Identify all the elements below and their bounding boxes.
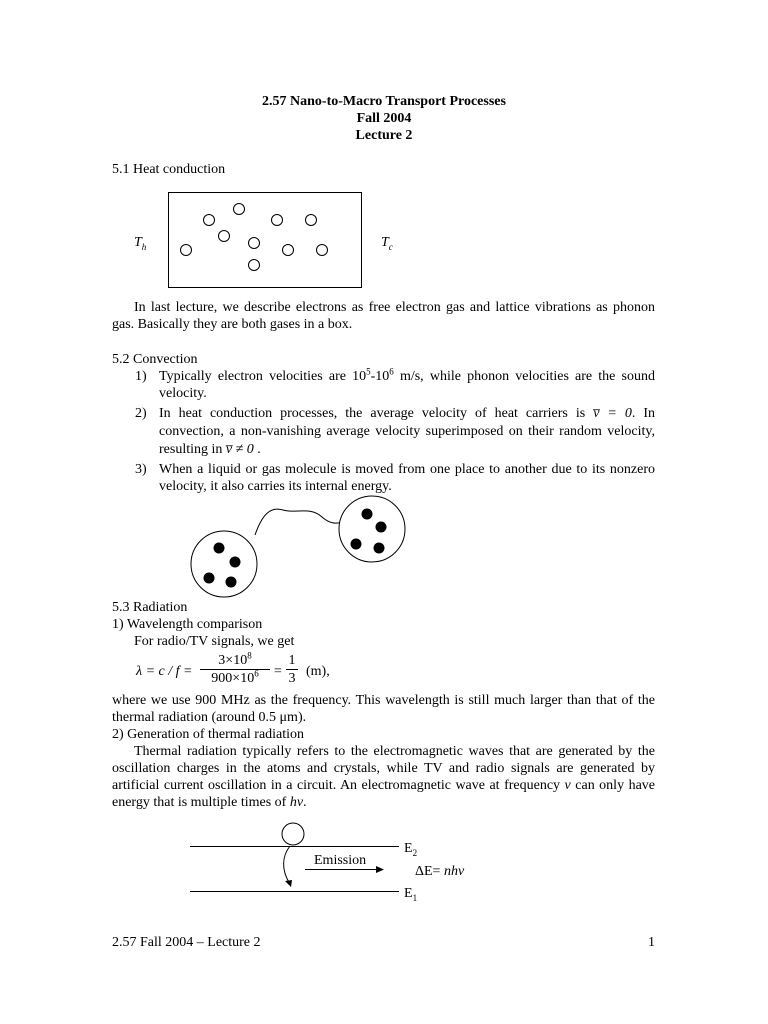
zero-velocity-equation: v̅ = 0 <box>593 406 632 421</box>
thermal-generation-subheading: 2) Generation of thermal radiation <box>112 727 305 742</box>
section-5-3-heading: 5.3 Radiation <box>112 600 188 615</box>
emission-arrowhead <box>376 866 384 873</box>
e1-label: $E_1$ <box>404 886 418 903</box>
heat-conduction-paragraph: In last lecture, we describe electrons as free electron gas and lattice vibrations as phonon gas. Basically they are both gases in a box. <box>112 300 655 332</box>
radio-signal-line: For radio/TV signals, we get <box>134 634 295 649</box>
frequency-symbol: ν <box>564 778 571 793</box>
page-number: 1 <box>648 935 655 950</box>
title-line-1: 2.57 Nano-to-Macro Transport Processes <box>262 94 506 109</box>
electron <box>282 823 304 845</box>
footer-left: 2.57 Fall 2004 – Lecture 2 <box>112 935 261 950</box>
thermal-generation-paragraph: Thermal radiation typically refers to the electromagnetic waves that are generated by the oscillation charges in the atoms and crystals, while TV and radio signals are generated by artificial current oscillation in a circuit. An electromagnetic wave at frequency ν can only have energy that is multiple times of hν. <box>112 744 655 810</box>
photon-energy-symbol: hν <box>289 795 304 810</box>
delta-e-label: ΔE= nhν <box>415 864 465 879</box>
title-line-3: Lecture 2 <box>355 128 413 143</box>
wavelength-subheading: 1) Wavelength comparison <box>112 617 263 632</box>
section-5-1-heading: 5.1 Heat conduction <box>112 162 226 177</box>
e2-label: $E_2$ <box>404 841 418 858</box>
wavelength-paragraph: where we use 900 MHz as the frequency. This wavelength is still much larger than that of the thermal radiation (around 0.5 μm). <box>112 693 655 725</box>
cold-temperature-label: $T_c$ <box>381 235 393 252</box>
hot-temperature-label: $T_h$ <box>134 235 147 252</box>
transition-arrow <box>284 846 290 884</box>
nonzero-velocity-equation: v̅ ≠ 0 <box>225 442 254 457</box>
wavelength-formula: λ = c / f = $3\times 10^8$ $900\times 10^6$ = 1 3 (m), <box>136 650 330 686</box>
transition-arrowhead <box>285 880 292 887</box>
title-line-2: Fall 2004 <box>356 111 412 126</box>
section-5-2-heading: 5.2 Convection <box>112 352 198 367</box>
emission-label: Emission <box>314 853 367 868</box>
